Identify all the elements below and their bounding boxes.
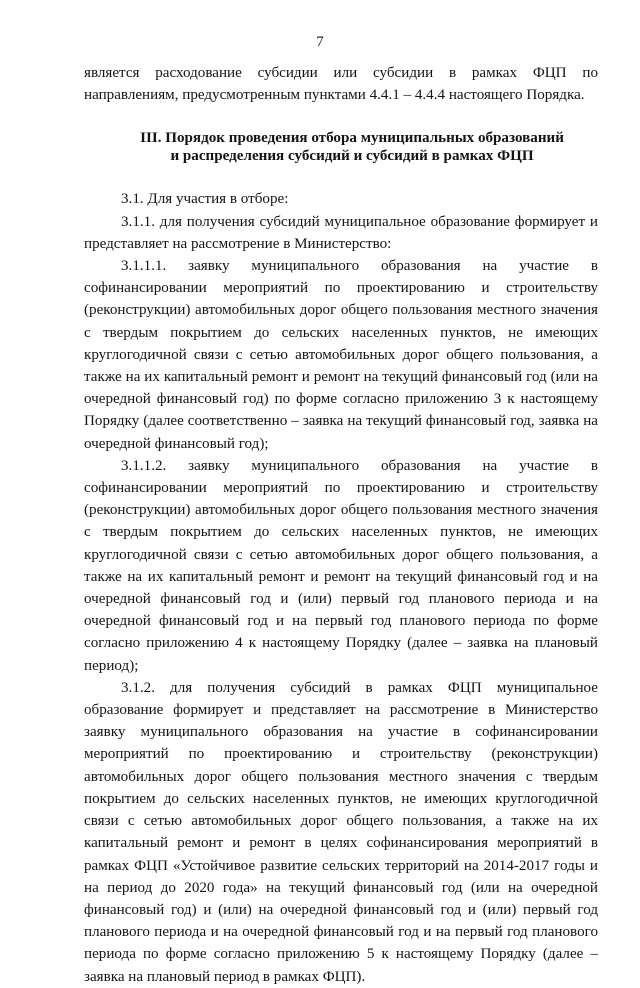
paragraph-3-1-1-2: 3.1.1.2. заявку муниципального образования на участие в софинансировании мероприятий по проектированию и строительству (реконструкции) автомобильных дорог общего пользования местного значения с твердым покрытием до сельских населенных пунктов, не имеющих круглогодичной связи с сетью автомобильных дорог общего пользования, а также на их капитальный ремонт и ремонт на текущий финансовый год и на очередной финансовый год и (или) первый год планового периода и на очередной финансовый год и на первый год планового периода по форме согласно приложению 4 к настоящему Порядку (далее – заявка на плановый период); — [84, 457, 598, 674]
paragraph-3-1-1: 3.1.1. для получения субсидий муниципальное образование формирует и представляет на рассмотрение в Министерство: — [84, 213, 598, 252]
document-body — [84, 62, 598, 988]
paragraph-3-1: 3.1. Для участия в отборе: — [121, 191, 289, 208]
paragraph-intro: является расходование субсидии или субсидии в рамках ФЦП по направлениям, предусмотренным пунктами 4.4.1 – 4.4.4 настоящего Порядка. — [84, 65, 598, 104]
paragraph-3-1-2: 3.1.2. для получения субсидий в рамках ФЦП муниципальное образование формирует и представляет на рассмотрение в Министерство заявку муниципального образования на участие в софинансировании мероприятий по проектированию и строительству (реконструкции) автомобильных дорог общего пользования местного значения с твердым покрытием до сельских населенных пунктов, не имеющих круглогодичной связи с сетью автомобильных дорог общего пользования, а также на их капитальный ремонт и ремонт в целях софинансирования мероприятий в рамках ФЦП «Устойчивое развитие сельских территорий на 2014-2017 годы и на период до 2020 года» на текущий финансовый год (или на очередной финансовый год) и (или) на очередной финансовый год и (или) первый год планового периода и на очередной финансовый год и на первый год планового периода по форме согласно приложению 5 к настоящему Порядку (далее – заявка на плановый период в рамках ФЦП). — [84, 679, 598, 985]
page-number: 7 — [316, 34, 324, 50]
section-title-line-1: III. Порядок проведения отбора муниципальных образований — [140, 130, 564, 147]
paragraph-3-1-1-1: 3.1.1.1. заявку муниципального образования на участие в софинансировании мероприятий по проектированию и строительству (реконструкции) автомобильных дорог общего пользования местного значения с твердым покрытием до сельских населенных пунктов, не имеющих круглогодичной связи с сетью автомобильных дорог общего пользования, а также на их капитальный ремонт и ремонт на текущий финансовый год (или на очередной финансовый год) по форме согласно приложению 3 к настоящему Порядку (далее соответственно – заявка на текущий финансовый год, заявка на очередной финансовый год); — [84, 258, 598, 452]
section-title — [84, 129, 598, 165]
section-title-line-2: и распределения субсидий и субсидий в рамках ФЦП — [170, 148, 534, 165]
